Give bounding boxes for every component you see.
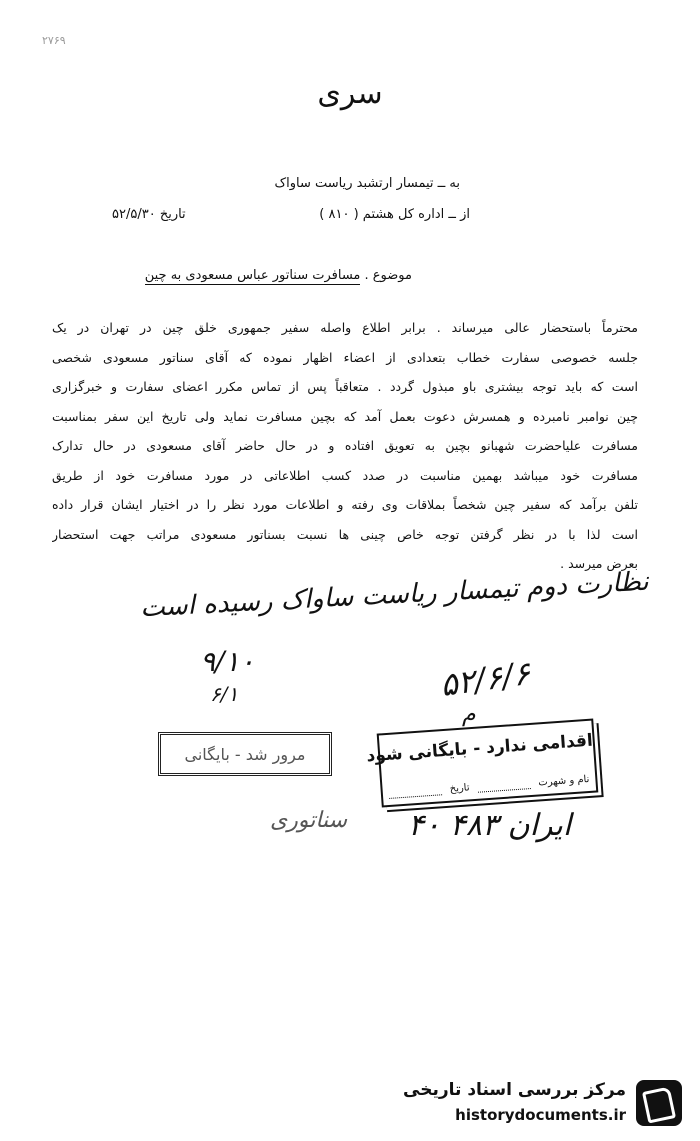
body-line: است که باید توجه بیشتری باو مبذول گردد . متعاقباً پس از تماس مکرر اعضای سفارت و خبرگزاری xyxy=(52,379,638,394)
sender-line xyxy=(319,207,470,222)
stamp-name-label: نام و شهرت xyxy=(537,773,590,789)
footer-url[interactable]: historydocuments.ir xyxy=(455,1106,626,1124)
recipient-value: تیمسار ارتشبد ریاست ساواک xyxy=(274,176,434,191)
handwritten-reference-number: ۴۰ ۴۸۳ ایران xyxy=(408,808,572,843)
recipient-label: به ــ xyxy=(437,176,460,191)
stamp-fields xyxy=(389,774,590,799)
letter-body xyxy=(52,313,638,579)
corner-reference-mark: ۲۷۶۹ xyxy=(42,34,66,47)
archive-stamp-left xyxy=(158,732,332,776)
no-action-stamp-text: اقدامی ندارد - بایگانی شود xyxy=(365,730,594,767)
footer-watermark[interactable] xyxy=(362,1078,682,1132)
date-line xyxy=(112,207,186,222)
classification-title: سری xyxy=(317,76,383,111)
body-line: است لذا با در نظر گرفتن توجه خاص چینی ها نسبت بسناتور مسعودی مراتب جهت استحضار xyxy=(52,526,638,542)
no-action-stamp xyxy=(365,719,599,808)
sender-value: اداره کل هشتم ( ۸۱۰ ) xyxy=(319,207,445,222)
body-line-closing: بعرض میرسد . xyxy=(560,556,638,571)
body-line: مسافرت خود میباشد بهمین مناسبت در صدد کسب اطلاعاتی در مورد مسافرت خود از طریق xyxy=(52,467,638,483)
body-line: تلفن برآمد که سفیر چین شخصاً بملاقات وی رفته و اطلاعات مورد نظر را در اختیار ایشان قرار داده xyxy=(52,497,638,512)
date-value: ۵۲/۵/۳۰ xyxy=(112,207,156,222)
handwritten-number: ۶/۱ xyxy=(210,682,239,706)
sender-label: از ــ xyxy=(448,207,470,222)
subject-line xyxy=(145,268,412,283)
handwritten-number: ۹/۱۰ xyxy=(200,645,255,678)
document-center-logo-icon xyxy=(636,1080,682,1126)
archive-stamp-text: مرور شد - بایگانی xyxy=(184,744,306,764)
recipient-line xyxy=(274,176,460,191)
subject-label: موضوع . xyxy=(364,268,412,283)
body-line: محترماً باستحضار عالی میرساند . برابر اطلاع واصله سفیر جمهوری خلق چین در تهران در یک xyxy=(52,320,638,335)
stamp-name-blank xyxy=(477,778,531,793)
handwritten-note: نظارت دوم تیمسار ریاست ساواک رسیده است xyxy=(139,566,650,624)
date-label: تاریخ xyxy=(159,207,186,222)
body-line: جلسه خصوصی سفارت خطاب بتعدادی از اعضاء اظهار نموده که آقای سناتور مسعودی شخصی xyxy=(52,349,638,365)
handwritten-date: ۵۲/۶/۶ xyxy=(437,653,533,705)
stamp-date-label: تاریخ xyxy=(449,782,470,795)
signature: سناتوری xyxy=(270,808,348,833)
body-line: چین نوامبر نامبرده و همسرش دعوت بعمل آمد که بچین مسافرت نماید ولی تاریخ این سفر بمناسبت xyxy=(52,408,638,424)
stamp-date-blank xyxy=(388,784,442,799)
handwritten-initials: م xyxy=(462,702,476,727)
footer-org-name: مرکز بررسی اسناد تاریخی xyxy=(403,1080,626,1100)
body-line: مسافرت علیاحضرت شهبانو بچین به تعویق افتاده و در حال حاضر آقای مسعودی در حال تدارک xyxy=(52,438,638,453)
subject-value: مسافرت سناتور عباس مسعودی به چین xyxy=(144,268,361,283)
